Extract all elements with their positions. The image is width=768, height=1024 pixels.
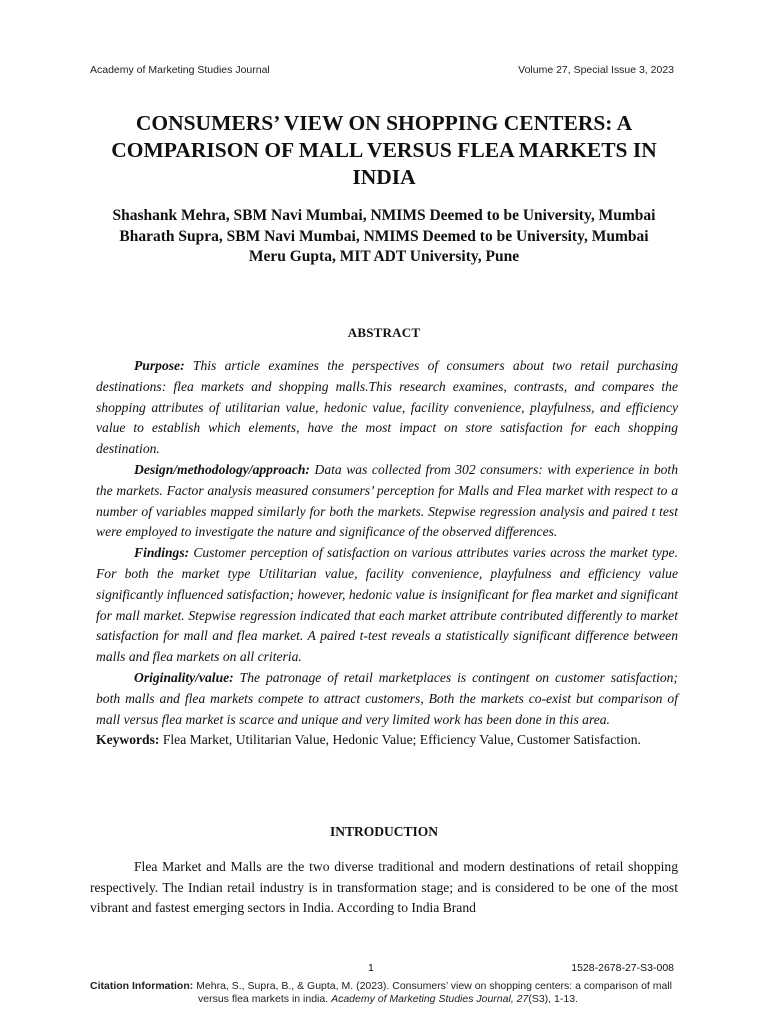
page-number: 1	[368, 962, 374, 974]
keywords-text: Flea Market, Utilitarian Value, Hedonic Value; Efficiency Value, Customer Satisfaction.	[159, 732, 641, 748]
author-list	[100, 206, 668, 268]
citation-line-2	[90, 993, 680, 1006]
introduction-paragraph: Flea Market and Malls are the two diverse traditional and modern destinations of retail shopping respectively. The Indian retail industry is in transformation stage; and is considered to be one of the most vibrant and fastest emerging sectors in India. According to India Brand	[90, 859, 678, 915]
abstract-findings	[96, 543, 678, 668]
author-2: Bharath Supra, SBM Navi Mumbai, NMIMS Deemed to be University, Mumbai	[119, 227, 649, 245]
citation-journal: Academy of Marketing Studies Journal, 27	[331, 993, 529, 1005]
author-1: Shashank Mehra, SBM Navi Mumbai, NMIMS Deemed to be University, Mumbai	[112, 207, 656, 224]
journal-name: Academy of Marketing Studies Journal	[90, 64, 270, 76]
originality-label: Originality/value:	[134, 669, 234, 685]
citation-line-2b: (S3), 1-13.	[528, 993, 578, 1005]
abstract-originality	[96, 668, 678, 730]
design-label: Design/methodology/approach:	[134, 461, 310, 477]
author-3: Meru Gupta, MIT ADT University, Pune	[248, 248, 520, 265]
originality-text: The patronage of retail marketplaces is contingent on customer satisfaction; both malls and flea markets compete to attract customers, Both the markets co-exist but comparison of mall versus flea market is scarce and unique and very limited work has been done in this area.	[96, 669, 678, 727]
citation-line-2a: versus flea markets in india.	[198, 993, 332, 1005]
citation-label: Citation Information:	[90, 980, 194, 992]
paper-title: CONSUMERS’ VIEW ON SHOPPING CENTERS: A COMPARISON OF MALL VERSUS FLEA MARKETS IN INDIA	[111, 111, 657, 189]
volume-info: Volume 27, Special Issue 3, 2023	[518, 64, 674, 76]
design-text: Data was collected from 302 consumers: with experience in both the markets. Factor analysis measured consumers’ perception for Malls and Flea market with respect to a number of variables mapped similarly for both the markets. Stepwise regression analysis and paired t test were employed to investigate the nature and significance of the observed differences.	[96, 461, 678, 540]
citation-line-1: Mehra, S., Supra, B., & Gupta, M. (2023). Consumers’ view on shopping centers: a comparison of mall	[193, 980, 672, 992]
abstract-design	[96, 460, 678, 543]
purpose-label: Purpose:	[134, 358, 185, 373]
keywords-label: Keywords:	[96, 732, 160, 748]
purpose-text: This article examines the perspectives of consumers about two retail purchasing destinations: flea markets and shopping malls.This research examines, contrasts, and compares the shopping attributes of utilitarian value, hedonic value, facility convenience, playfulness, and efficiency value to establish which elements, have the most impact on store satisfaction for each shopping destination.	[96, 358, 678, 457]
citation-information	[90, 980, 680, 1006]
abstract-body	[96, 356, 678, 751]
introduction-heading: INTRODUCTION	[329, 824, 438, 839]
abstract-heading: ABSTRACT	[347, 325, 421, 340]
article-code: 1528-2678-27-S3-008	[571, 962, 674, 974]
findings-label: Findings:	[134, 545, 190, 561]
findings-text: Customer perception of satisfaction on various attributes varies across the market type. For both the market type Utilitarian value, facility convenience, playfulness and efficiency value significantly influenced satisfaction; however, hedonic value is insignificant for flea market and significant for mall market. Stepwise regression indicated that each market attribute contributed differently to market satisfaction for mall and flea market. A paired t-test reveals a statistically significant difference between malls and flea markets on all criteria.	[96, 545, 678, 665]
abstract-purpose	[96, 356, 678, 460]
keywords	[96, 730, 678, 751]
